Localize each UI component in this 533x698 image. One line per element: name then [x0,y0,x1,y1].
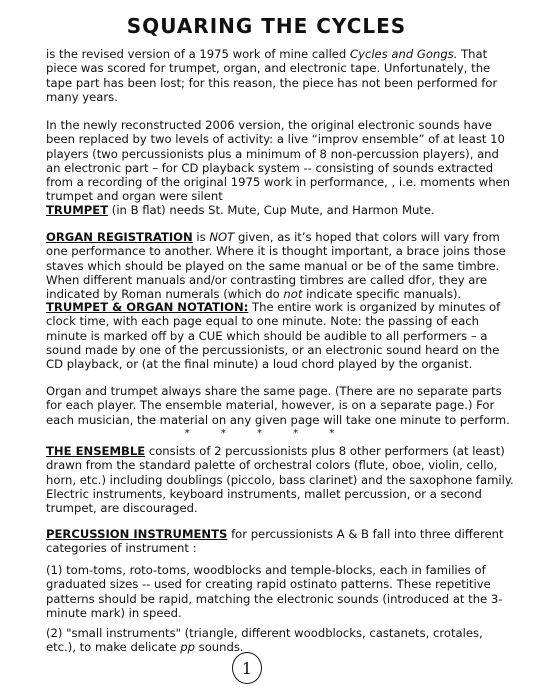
notation-heading: TRUMPET & ORGAN NOTATION: [46,300,249,314]
intro-text-cont: That piece was scored for trumpet, organ, and electronic tape. Unfortunately, the tape part has been lost; for this reason, the piece has not been performed for many years. [46,47,498,104]
not-emphasis-2: not [283,287,303,302]
shared-page-paragraph: Organ and trumpet always share the same page. (There are no separate parts for each player. The ensemble material, however, is on a separate page.) For each musician, the material on any given page will take one minute to perform. [46,384,510,427]
ensemble-text: consists of 2 percussionists plus 8 other performers (at least) drawn from the standard palette of orchestral colors (flute, oboe, violin, cello, horn, etc.) including doublings (piccolo, bass clarinet) and the saxophone family. Electric instruments, keyboard instruments, mallet percussion, or a second trumpet, are discouraged. [46,444,514,516]
organ-text-b: given, as it’s hoped that colors will vary from one performance to another. Where it is thought important, a brace joins those staves which should be played on the same manual or be of the same timbre. When different manuals and/or contrasting timbres are called dfor, they are indicated by Roman numerals (which do [46,230,506,302]
organ-text-a: is [192,230,210,244]
organ-text-c: indicate specific manuals). [302,287,462,302]
organ-registration-heading: ORGAN REGISTRATION [46,230,193,244]
dynamic-pp: pp [180,640,195,655]
page-number: 1 [232,652,262,684]
section-divider-stars: * * * * * [184,428,349,439]
percussion-text: for percussionists A & B fall into three different categories of instrument : [46,527,504,556]
notation-text: The entire work is organized by minutes of clock time, with each page equal to one minute. Note: the passing of each minute is marked off by a CUE which should be audible to all performers – a sound made by one of the percussionists, or an electronic sound heard on the CD playback, or (at the final minute) a loud chord played by the organist. [46,300,501,372]
not-emphasis: NOT [209,230,235,244]
notation-paragraph [46,300,516,371]
category-2-text: (2) "small instruments" (triangle, different woodblocks, castanets, crotales, etc.), to make delicate [46,626,483,655]
ensemble-heading: THE ENSEMBLE [46,444,146,458]
trumpet-paragraph [46,203,516,217]
category-1-paragraph: (1) tom-toms, roto-toms, woodblocks and temple-blocks, each in families of graduated sizes -- used for creating rapid ostinato patterns. These repetitive patterns should be rapid, matching the electronic sounds (introduced at the 3-minute mark) in speed. [46,563,503,620]
intro-paragraph [46,47,516,104]
category-2-paragraph [46,626,516,655]
organ-registration-paragraph [46,230,516,301]
trumpet-text: (in B flat) needs St. Mute, Cup Mute, and Harmon Mute. [108,203,435,217]
page-title: SQUARING THE CYCLES [126,14,407,38]
category-2-text-cont: sounds. [194,640,244,655]
intro-text: is the revised version of a 1975 work of mine called [46,47,350,61]
percussion-paragraph [46,527,516,556]
trumpet-heading: TRUMPET [46,203,109,217]
work-title-emphasis: Cycles and Gongs. [349,47,458,61]
ensemble-paragraph [46,444,516,515]
percussion-heading: PERCUSSION INSTRUMENTS [46,527,228,541]
reconstruction-paragraph: In the newly reconstructed 2006 version, the original electronic sounds have been replaced by two levels of activity: a live “improv ensemble” of at least 10 players (two percussionists plus a minimum of 8 non-percussion players), and an electronic part – for CD playback system -- consisting of sounds extracted from a recording of the original 1975 work in performance, , i.e. moments when trumpet and organ were silent [46,118,511,204]
